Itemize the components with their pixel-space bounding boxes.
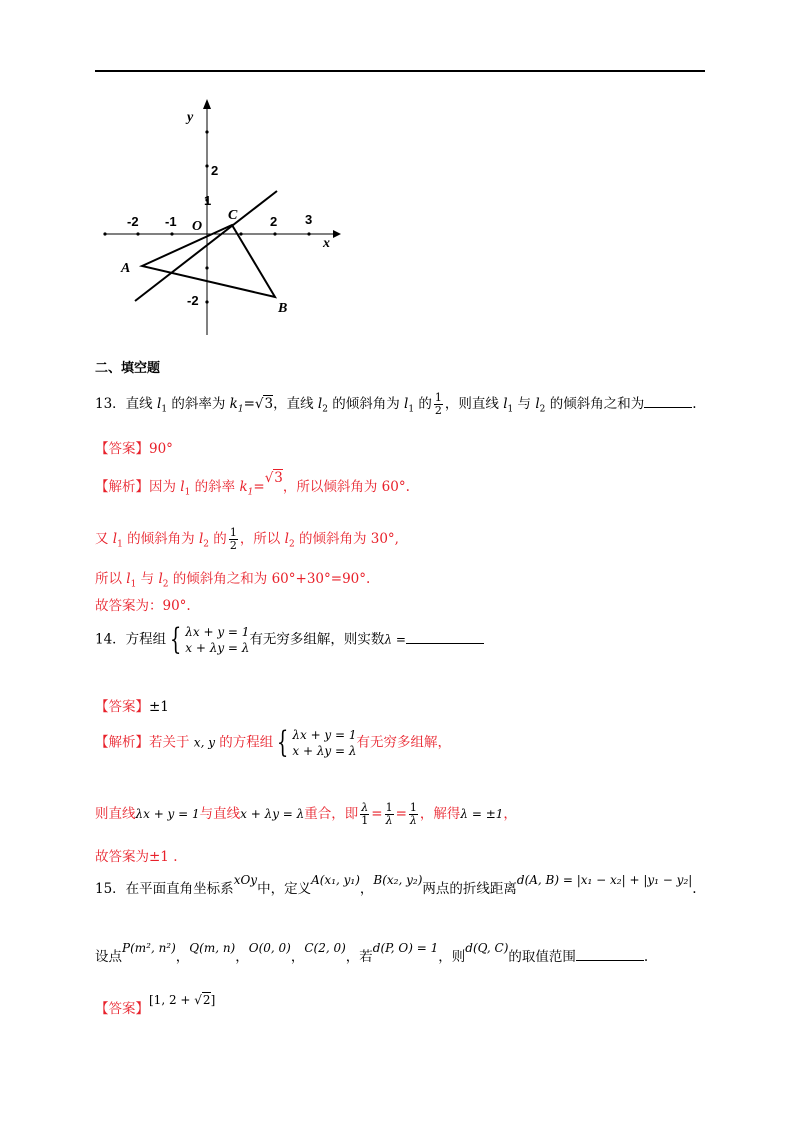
x-tick-label: -1 [165,214,177,229]
solution-13-line-3: 所以 $l_1$ 与 $l_2$ 的倾斜角之和为 60°+30°=90°. [95,571,371,590]
y-tick-label: 1 [204,193,212,208]
question-15-line-2: 设点P(m², n²)，Q(m, n)，O(0, 0)，C(2, 0)，若d(P, O) = 1，则d(Q, C)的取值范围 . [95,941,649,965]
x-tick-label: 2 [270,214,278,229]
solution-14-line-3: 故答案为±1 . [95,849,178,865]
origin-label: O [192,219,203,234]
header-rule [95,70,705,72]
equation-system: { λx + y = 1 x + λy = λ [170,622,250,657]
question-15-line-1: 15．在平面直角坐标系xOy中，定义A(x₁, y₁)，B(x₂, y₂)两点的折线距离d(A, B) = |x₁ − x₂| + |y₁ − y₂|. [95,873,697,897]
triangle-abc [142,225,275,297]
coordinate-figure [95,95,355,345]
question-14: 14．方程组 { λx + y = 1 x + λy = λ 有无穷多组解，则实数λ = [95,624,484,656]
fraction-one-half: $\frac{1}{2}$ [434,391,442,417]
y-tick-label: 2 [211,163,219,178]
section-title: 二、填空题 [95,361,161,376]
answer-15: 【答案】[1, 2 + √2] [95,993,216,1017]
solution-13-line-1: 【解析】因为 $l_1$ 的斜率 $k_1=√3$，所以倾斜角为 60°. [95,470,410,498]
point-a-label: A [121,261,131,276]
point-c-label: C [228,208,238,223]
y-axis-arrow [203,99,211,109]
answer-blank [644,407,692,408]
solution-14-line-1: 【解析】若关于 x, y 的方程组 { λx + y = 1 x + λy = λ 有无穷多组解， [95,725,452,760]
answer-blank [406,643,484,644]
y-axis-label: y [187,110,194,125]
question-13: 13．直线 $l_1$ 的斜率为 $k_1=√3$，直线 $l_2$ 的倾斜角为 $l_1$ 的 $\frac{1}{2}$ ，则直线 $l_1$ 与 $l_2$ 的倾斜角之和为 . [95,391,697,417]
solution-13-line-2: 又 $l_1$ 的倾斜角为 $l_2$ 的 $\frac{1}{2}$ ，所以 $l_2$ 的倾斜角为 30°, [95,526,399,552]
x-axis-label: x [323,236,330,251]
y-tick-label: -2 [187,293,199,308]
answer-blank [576,960,644,961]
x-tick-label: 3 [305,212,313,227]
answer-14: 【答案】±1 [95,699,169,715]
point-b-label: B [278,301,288,316]
solution-13-line-4: 故答案为：90°. [95,598,191,614]
solution-14-line-2: 则直线λx + y = 1与直线x + λy = λ重合，即 $\frac{\lambda}{1}$ = $\frac{1}{\lambda}$ = $\frac{1}{\lambda}$ ，解得λ = ±1， [95,801,517,827]
x-tick-label: -2 [127,214,139,229]
answer-13: 【答案】90° [95,441,173,457]
x-axis-arrow [333,230,341,238]
